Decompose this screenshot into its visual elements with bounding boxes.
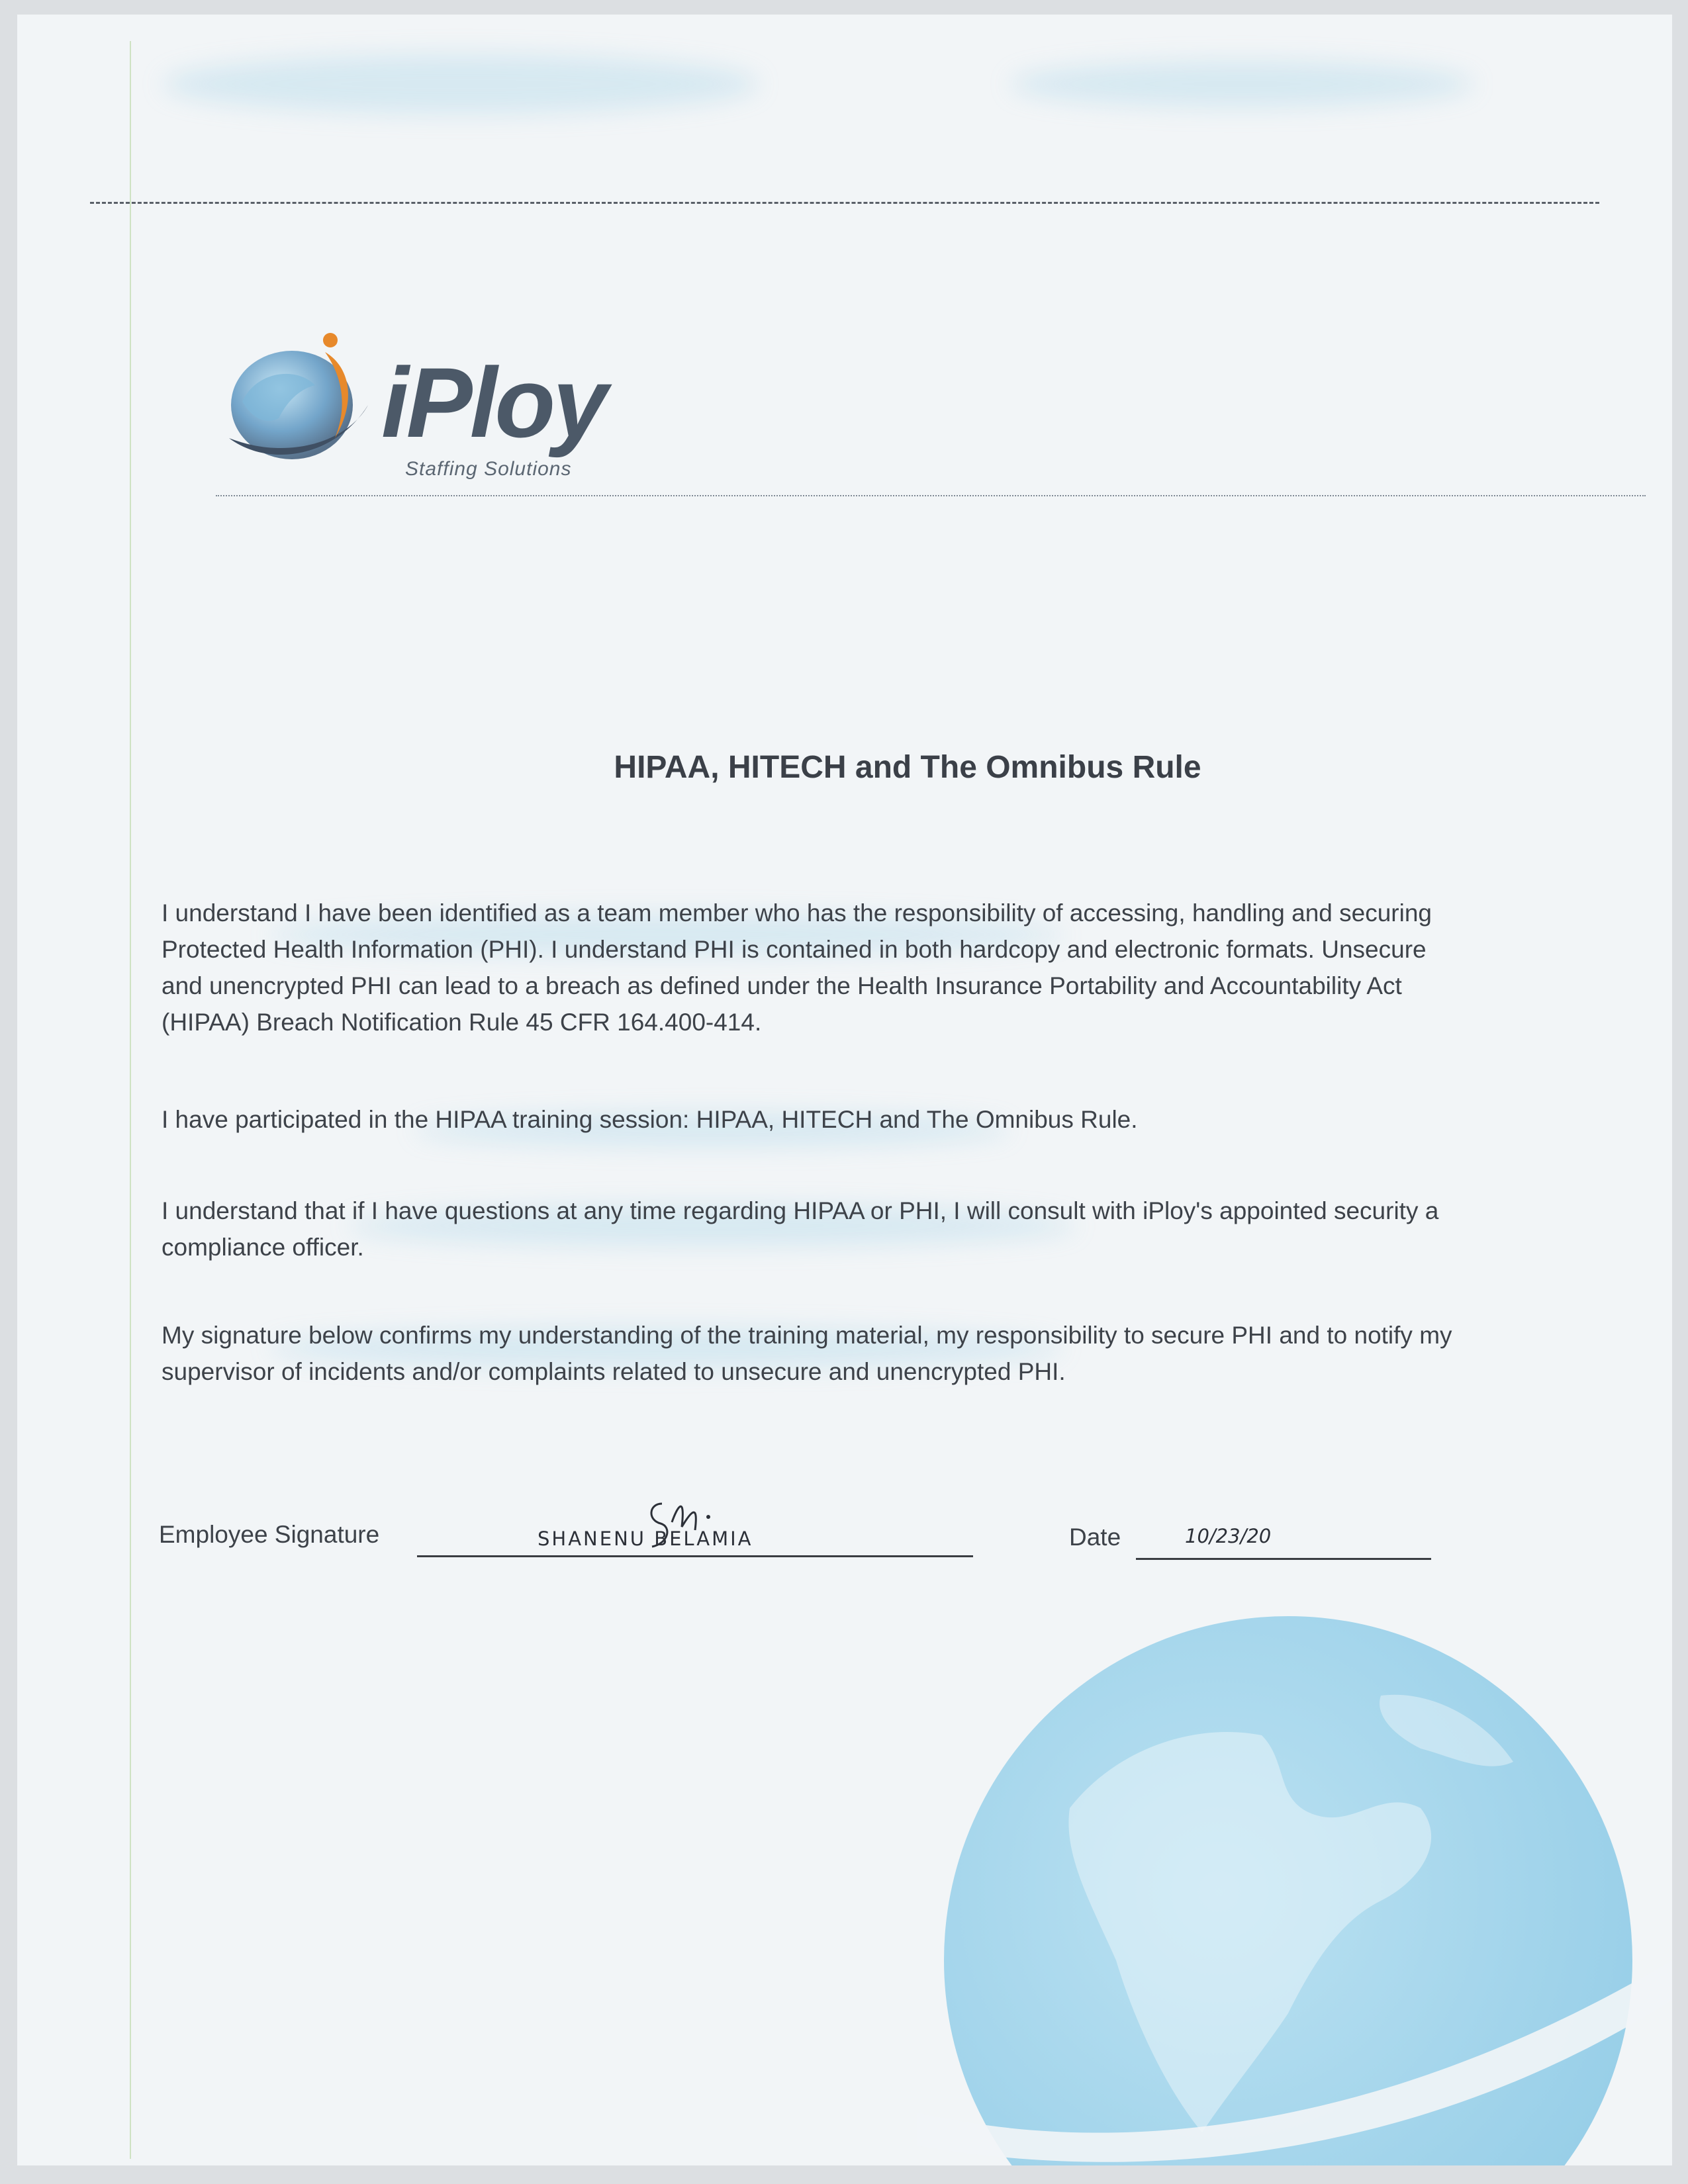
company-logo — [216, 326, 719, 498]
toner-smudge — [163, 54, 759, 114]
paragraph-line: I understand I have been identified as a team member who has the responsibility of accessing, handling and securing — [162, 899, 1432, 927]
logo-tagline: Staffing Solutions — [405, 458, 572, 480]
header-rule — [90, 202, 1599, 204]
logo-wordmark: iPloy — [381, 347, 606, 458]
paragraph-line: compliance officer. — [162, 1234, 364, 1261]
date-label: Date — [1069, 1524, 1121, 1551]
date-value: 10/23/20 — [1185, 1525, 1272, 1547]
document-title: HIPAA, HITECH and The Omnibus Rule — [614, 750, 1201, 785]
margin-line — [130, 41, 131, 2159]
paragraph-line: I understand that if I have questions at any time regarding HIPAA or PHI, I will consult with iPloy's appointed security a — [162, 1197, 1439, 1224]
signature-row — [159, 1490, 1549, 1570]
paragraph-line: My signature below confirms my understanding of the training material, my responsibility to secure PHI and to notify my — [162, 1322, 1452, 1349]
paragraph-acknowledgement — [162, 895, 1672, 1040]
globe-watermark-icon — [917, 1590, 1672, 2165]
paragraph-questions — [162, 1193, 1672, 1265]
signature-line — [417, 1555, 973, 1557]
globe-swoosh-icon — [216, 326, 388, 478]
signature-name: SHANENU BELAMIA — [538, 1527, 753, 1550]
document-page — [17, 15, 1672, 2165]
date-line — [1136, 1558, 1431, 1560]
paragraph-line: and unencrypted PHI can lead to a breach as defined under the Health Insurance Portability and Accountability Act — [162, 972, 1402, 999]
signature-label: Employee Signature — [159, 1521, 380, 1548]
toner-smudge — [1010, 61, 1474, 107]
paragraph-line: I have participated in the HIPAA training session: HIPAA, HITECH and The Omnibus Rule. — [162, 1106, 1138, 1133]
paragraph-confirmation — [162, 1317, 1672, 1390]
paragraph-training — [162, 1101, 1672, 1138]
logo-rule — [216, 495, 1646, 496]
paragraph-line: Protected Health Information (PHI). I understand PHI is contained in both hardcopy and electronic formats. Unsecure — [162, 936, 1427, 963]
paragraph-line: (HIPAA) Breach Notification Rule 45 CFR 164.400-414. — [162, 1009, 762, 1036]
paragraph-line: supervisor of incidents and/or complaints related to unsecure and unencrypted PHI. — [162, 1358, 1066, 1385]
